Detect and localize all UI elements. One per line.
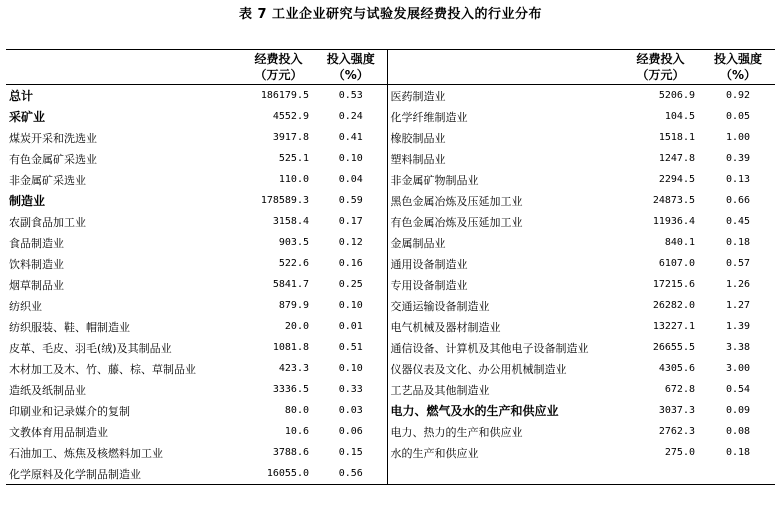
industry-name-right	[387, 463, 620, 485]
intensity-value-right: 0.13	[725, 174, 751, 185]
expense-value-right: 24873.5	[652, 195, 695, 206]
header-intensity-line2: （%）	[719, 68, 757, 82]
industry-name-right: 通信设备、计算机及其他电子设备制造业	[390, 341, 589, 355]
header-expense-left	[242, 50, 315, 85]
intensity-value-left: 0.12	[315, 232, 387, 253]
table-row	[6, 442, 775, 463]
expense-value-left: 423.3	[278, 363, 309, 374]
expense-value-left: 3336.5	[272, 384, 309, 395]
intensity-value-right: 0.92	[725, 90, 751, 101]
intensity-value-left: 0.10	[315, 148, 387, 169]
table-body	[6, 85, 775, 485]
table-row	[6, 379, 775, 400]
industry-name-right: 专用设备制造业	[390, 278, 468, 292]
intensity-value-right: 3.00	[725, 363, 751, 374]
expense-value-left: 3788.6	[272, 447, 309, 458]
industry-name-right: 工艺品及其他制造业	[390, 383, 490, 397]
expense-value-right: 275.0	[664, 447, 695, 458]
industry-name-left: 总计	[9, 89, 34, 103]
table-row	[6, 253, 775, 274]
industry-name-right: 通用设备制造业	[390, 257, 468, 271]
intensity-value-left: 0.03	[315, 400, 387, 421]
expense-value-right: 840.1	[664, 237, 695, 248]
intensity-value-right	[701, 463, 775, 485]
header-intensity-line1: 投入强度	[713, 52, 762, 66]
expense-value-right: 26282.0	[652, 300, 695, 311]
table-row	[6, 127, 775, 148]
header-industry-right	[387, 50, 620, 85]
table-row	[6, 232, 775, 253]
industry-name-left: 烟草制品业	[9, 278, 64, 292]
intensity-value-left: 0.15	[315, 442, 387, 463]
table-row	[6, 295, 775, 316]
expense-value-left: 178589.3	[260, 195, 309, 206]
table-row	[6, 148, 775, 169]
industry-name-left: 食品制造业	[9, 236, 64, 250]
expense-value-left: 5841.7	[272, 279, 309, 290]
expense-value-right: 1518.1	[658, 132, 695, 143]
industry-name-left: 纺织业	[9, 299, 42, 313]
intensity-value-left: 0.24	[315, 106, 387, 127]
intensity-value-right: 3.38	[725, 342, 751, 353]
expense-value-right: 2294.5	[658, 174, 695, 185]
expense-value-right: 3037.3	[658, 405, 695, 416]
intensity-value-right: 0.57	[725, 258, 751, 269]
intensity-value-right: 1.27	[725, 300, 751, 311]
expense-value-right: 6107.0	[658, 258, 695, 269]
intensity-value-left: 0.17	[315, 211, 387, 232]
industry-name-left: 木材加工及木、竹、藤、棕、草制品业	[9, 362, 196, 376]
expense-value-right: 1247.8	[658, 153, 695, 164]
expense-value-right: 672.8	[664, 384, 695, 395]
table-row	[6, 106, 775, 127]
intensity-value-right: 1.39	[725, 321, 751, 332]
expense-value-left: 3158.4	[272, 216, 309, 227]
expense-value-right: 104.5	[664, 111, 695, 122]
intensity-value-right: 0.66	[725, 195, 751, 206]
industry-name-right: 塑料制品业	[390, 152, 446, 166]
industry-name-left: 纺织服装、鞋、帽制造业	[9, 320, 130, 334]
industry-name-right: 电气机械及器材制造业	[390, 320, 501, 334]
intensity-value-right: 0.18	[725, 447, 751, 458]
intensity-value-right: 0.39	[725, 153, 751, 164]
header-expense-right	[620, 50, 701, 85]
header-expense-line2: （万元）	[254, 68, 303, 82]
expense-value-left: 20.0	[284, 321, 309, 332]
intensity-value-right: 0.05	[725, 111, 751, 122]
industry-rd-table	[6, 49, 775, 485]
table-row	[6, 211, 775, 232]
header-industry-left	[6, 50, 242, 85]
industry-name-left: 饮料制造业	[9, 257, 64, 271]
expense-value-left: 3917.8	[272, 132, 309, 143]
expense-value-right: 26655.5	[652, 342, 695, 353]
intensity-value-left: 0.16	[315, 253, 387, 274]
intensity-value-left: 0.33	[315, 379, 387, 400]
intensity-value-right: 1.26	[725, 279, 751, 290]
industry-name-left: 印刷业和记录媒介的复制	[9, 404, 130, 418]
expense-value-left: 110.0	[278, 174, 309, 185]
industry-name-left: 皮革、毛皮、羽毛(绒)及其制品业	[9, 341, 172, 355]
industry-name-left: 文教体育用品制造业	[9, 425, 108, 439]
expense-value-left: 16055.0	[242, 463, 315, 485]
expense-value-left: 186179.5	[260, 90, 309, 101]
header-expense-line1: 经费投入	[636, 52, 685, 66]
header-row	[6, 50, 775, 85]
table-row	[6, 463, 775, 485]
industry-name-right: 医药制造业	[390, 89, 446, 103]
table-row	[6, 190, 775, 211]
industry-name-left: 采矿业	[9, 110, 46, 124]
expense-value-left: 522.6	[278, 258, 309, 269]
intensity-value-left: 0.59	[315, 190, 387, 211]
expense-value-left: 903.5	[278, 237, 309, 248]
intensity-value-left: 0.06	[315, 421, 387, 442]
industry-name-left: 有色金属矿采选业	[9, 152, 97, 166]
header-expense-line2: （万元）	[636, 68, 685, 82]
intensity-value-right: 0.09	[725, 405, 751, 416]
industry-name-right: 有色金属冶炼及压延加工业	[390, 215, 523, 229]
intensity-value-left: 0.10	[315, 295, 387, 316]
expense-value-left: 80.0	[284, 405, 309, 416]
intensity-value-right: 0.54	[725, 384, 751, 395]
intensity-value-right: 0.45	[725, 216, 751, 227]
industry-name-right: 仪器仪表及文化、办公用机械制造业	[390, 362, 567, 376]
table-row	[6, 274, 775, 295]
table-row	[6, 421, 775, 442]
industry-name-right: 交通运输设备制造业	[390, 299, 490, 313]
expense-value-left: 879.9	[278, 300, 309, 311]
industry-name-right: 金属制品业	[390, 236, 446, 250]
intensity-value-left: 0.25	[315, 274, 387, 295]
header-expense-line1: 经费投入	[254, 52, 303, 66]
industry-name-left: 石油加工、炼焦及核燃料加工业	[9, 446, 163, 460]
industry-name-left: 化学原料及化学制品制造业	[6, 463, 242, 485]
intensity-value-left: 0.10	[315, 358, 387, 379]
expense-value-right: 17215.6	[652, 279, 695, 290]
industry-name-right: 电力、热力的生产和供应业	[390, 425, 523, 439]
expense-value-right	[620, 463, 701, 485]
intensity-value-left: 0.41	[315, 127, 387, 148]
intensity-value-right: 0.18	[725, 237, 751, 248]
table-row	[6, 358, 775, 379]
expense-value-right: 13227.1	[652, 321, 695, 332]
expense-value-right: 4305.6	[658, 363, 695, 374]
industry-name-left: 造纸及纸制品业	[9, 383, 86, 397]
intensity-value-left: 0.04	[315, 169, 387, 190]
industry-name-left: 煤炭开采和洗选业	[9, 131, 97, 145]
table-row	[6, 169, 775, 190]
intensity-value-left: 0.56	[315, 463, 387, 485]
header-intensity-left	[315, 50, 387, 85]
industry-name-right: 非金属矿物制品业	[390, 173, 479, 187]
header-intensity-line2: （%）	[332, 68, 369, 82]
table-row	[6, 316, 775, 337]
industry-name-right: 橡胶制品业	[390, 131, 446, 145]
header-intensity-line1: 投入强度	[326, 52, 375, 66]
expense-value-left: 4552.9	[272, 111, 309, 122]
industry-name-right: 化学纤维制造业	[390, 110, 468, 124]
expense-value-right: 11936.4	[652, 216, 695, 227]
industry-name-right: 水的生产和供应业	[390, 446, 479, 460]
intensity-value-left: 0.51	[315, 337, 387, 358]
expense-value-right: 5206.9	[658, 90, 695, 101]
industry-name-left: 非金属矿采选业	[9, 173, 86, 187]
intensity-value-right: 1.00	[725, 132, 751, 143]
industry-name-right: 电力、燃气及水的生产和供应业	[390, 404, 559, 418]
industry-name-left: 农副食品加工业	[9, 215, 86, 229]
industry-name-right: 黑色金属冶炼及压延加工业	[390, 194, 523, 208]
header-intensity-right	[701, 50, 775, 85]
expense-value-left: 525.1	[278, 153, 309, 164]
table-title: 表 7 工业企业研究与试验发展经费投入的行业分布	[238, 7, 543, 22]
table-row	[6, 400, 775, 421]
intensity-value-right: 0.08	[725, 426, 751, 437]
expense-value-left: 10.6	[284, 426, 309, 437]
table-row	[6, 85, 775, 107]
table-row	[6, 337, 775, 358]
industry-name-left: 制造业	[9, 194, 46, 208]
expense-value-left: 1081.8	[272, 342, 309, 353]
intensity-value-left: 0.53	[315, 85, 387, 107]
intensity-value-left: 0.01	[315, 316, 387, 337]
expense-value-right: 2762.3	[658, 426, 695, 437]
